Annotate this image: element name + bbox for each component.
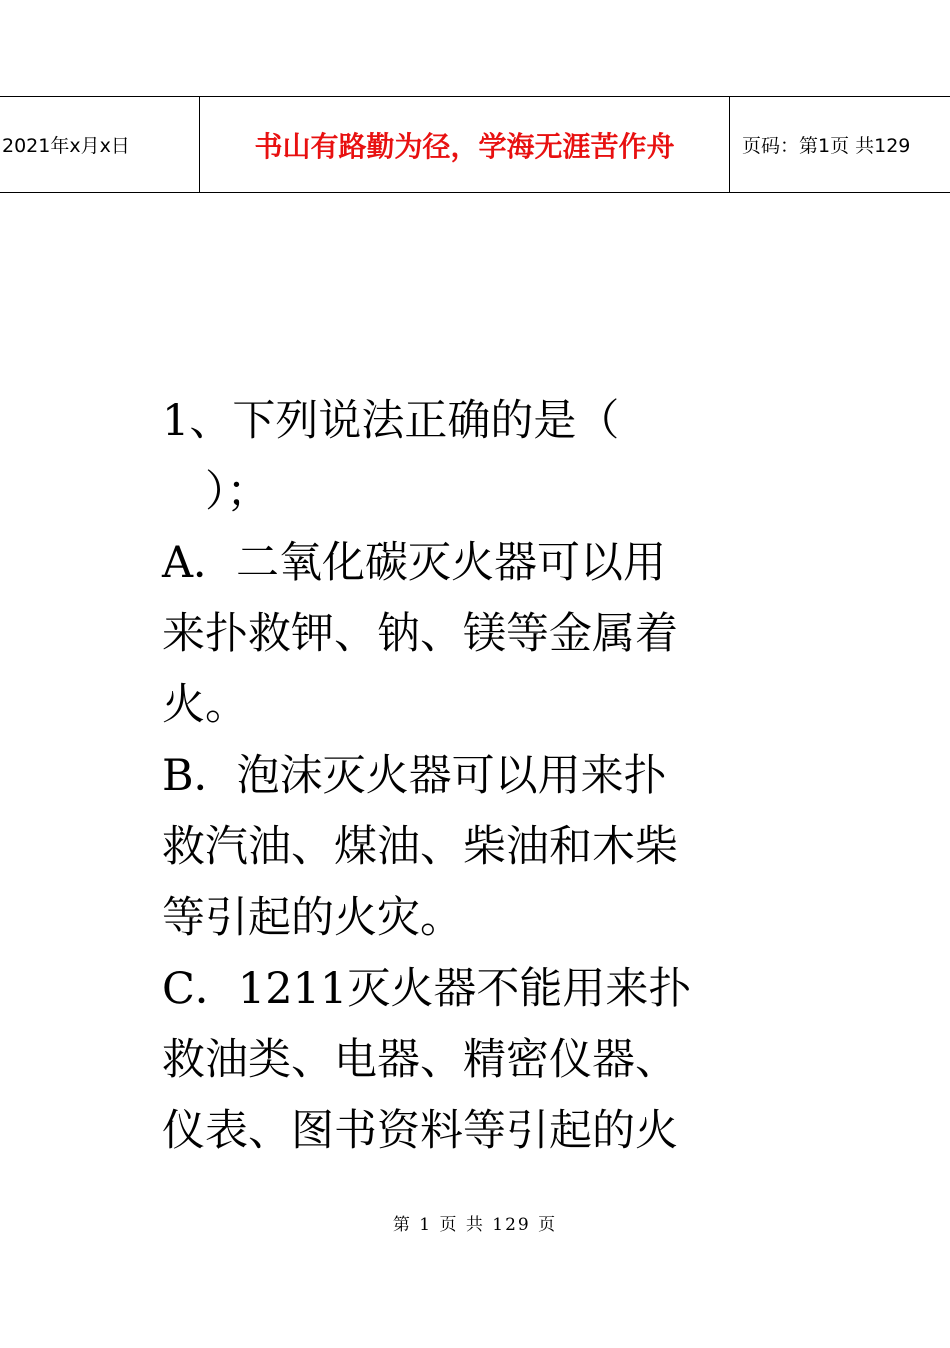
- option-a-line: A．二氧化碳灭火器可以用: [162, 538, 667, 588]
- header-motto: 书山有路勤为径，学海无涯苦作舟: [200, 97, 730, 192]
- option-a-line: 火。: [162, 680, 248, 730]
- option-c-line: C．1211灭火器不能用来扑: [162, 964, 692, 1014]
- option-c-line: 仪表、图书资料等引起的火: [162, 1106, 678, 1156]
- question-body: [162, 386, 772, 1167]
- option-b-line: 救汽油、煤油、柴油和木柴: [162, 822, 678, 872]
- question-stem-line: 1、下列说法正确的是（: [162, 396, 620, 446]
- option-b-line: B．泡沫灭火器可以用来扑: [162, 751, 667, 801]
- header-page-info: 页码：第1页 共129: [742, 135, 911, 157]
- option-b-line: 等引起的火灾。: [162, 893, 463, 943]
- header-date: 2021年x月x日: [0, 97, 200, 192]
- question-stem-line: ）；: [162, 467, 270, 517]
- page-footer: 第 1 页 共 129 页: [392, 1215, 558, 1235]
- page-header: [0, 96, 950, 193]
- option-a-line: 来扑救钾、钠、镁等金属着: [162, 609, 678, 659]
- option-c-line: 救油类、电器、精密仪器、: [162, 1035, 678, 1085]
